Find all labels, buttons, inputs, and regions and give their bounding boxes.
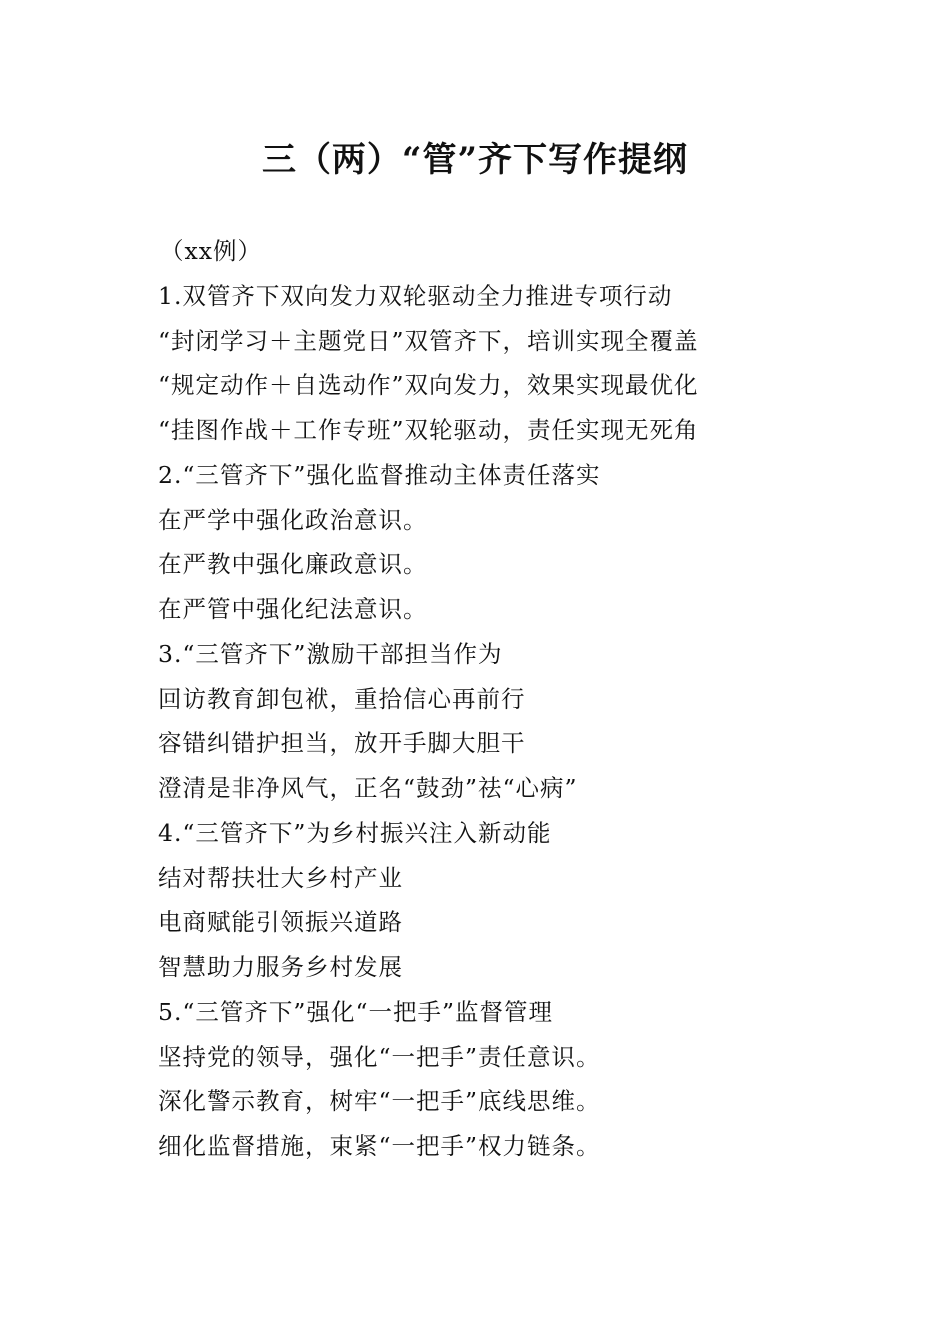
outline-item: “挂图作战＋工作专班”双轮驱动，责任实现无死角 — [158, 416, 699, 444]
outline-item: 坚持党的领导，强化“一把手”责任意识。 — [158, 1042, 601, 1071]
section-heading-1: 1.双管齐下双向发力双轮驱动全力推进专项行动 — [158, 281, 673, 310]
outline-item: 回访教育卸包袱，重拾信心再前行 — [158, 684, 526, 713]
outline-item: 在严管中强化纪法意识。 — [158, 595, 428, 623]
outline-item: 结对帮扶壮大乡村产业 — [158, 863, 403, 892]
outline-item: 在严教中强化廉政意识。 — [158, 550, 428, 579]
section-heading-2: 2.“三管齐下”强化监督推动主体责任落实 — [158, 460, 601, 489]
outline-item: “封闭学习＋主题党日”双管齐下，培训实现全覆盖 — [158, 326, 699, 355]
outline-item: 在严学中强化政治意识。 — [158, 505, 428, 534]
outline-item: 细化监督措施，束紧“一把手”权力链条。 — [158, 1132, 601, 1160]
section-heading-5: 5.“三管齐下”强化“一把手”监督管理 — [158, 997, 553, 1026]
example-note: （xx例） — [160, 237, 263, 265]
section-heading-3: 3.“三管齐下”激励干部担当作为 — [158, 639, 503, 668]
outline-item: 智慧助力服务乡村发展 — [158, 953, 403, 981]
section-heading-4: 4.“三管齐下”为乡村振兴注入新动能 — [158, 818, 552, 847]
document-body — [158, 229, 878, 1169]
outline-item: 深化警示教育，树牢“一把手”底线思维。 — [158, 1087, 601, 1116]
outline-item: “规定动作＋自选动作”双向发力，效果实现最优化 — [158, 371, 699, 400]
outline-item: 容错纠错护担当，放开手脚大胆干 — [158, 729, 526, 758]
outline-item: 澄清是非净风气，正名“鼓劲”祛“心病” — [158, 774, 578, 802]
outline-item: 电商赋能引领振兴道路 — [158, 908, 403, 937]
page-title: 三（两）“管”齐下写作提纲 — [261, 140, 689, 180]
